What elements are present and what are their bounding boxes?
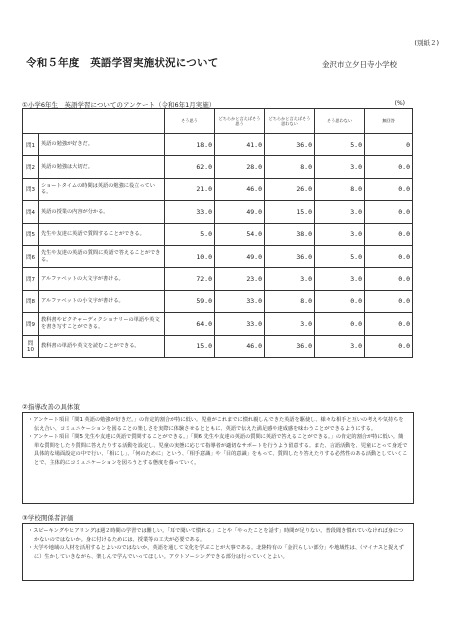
table-row	[23, 335, 413, 357]
value-cell: 8.0	[315, 178, 365, 200]
header-cell: どちらかと言えばそう思う	[215, 109, 265, 134]
value-cell: 0.0	[315, 313, 365, 335]
value-cell: 5.0	[315, 245, 365, 267]
question-number: 問7	[23, 268, 39, 290]
value-cell: 5.0	[165, 223, 215, 245]
survey-table	[22, 108, 413, 358]
table-row	[23, 223, 413, 245]
value-cell: 33.0	[165, 201, 215, 223]
value-cell: 8.0	[265, 290, 315, 312]
value-cell: 0.0	[365, 245, 413, 267]
value-cell: 38.0	[265, 223, 315, 245]
value-cell: 15.0	[265, 201, 315, 223]
value-cell: 62.0	[165, 156, 215, 178]
table-row	[23, 290, 413, 312]
question-text: 英語の勉強が好きだ。	[39, 134, 165, 156]
value-cell: 3.0	[315, 156, 365, 178]
paragraph: ・アンケート項目「問1 英語の勉強が好きだ。」の肯定的割合が特に低い。児童がこれまでに慣れ親しんできた英語を駆使し、様々な相手と互いの考えや気持ちを伝え合い、コミュニケーションを図ることの楽しさを実際に体験させるとともに、英語で伝えた満足感や達成感を味わうことができるようにする。	[28, 417, 404, 432]
table-row	[23, 245, 413, 267]
header-cell: そう思わない	[315, 109, 365, 134]
value-cell: 18.0	[165, 134, 215, 156]
value-cell: 10.0	[165, 245, 215, 267]
value-cell: 8.0	[265, 156, 315, 178]
header-cell: 無回答	[365, 109, 413, 134]
table-row	[23, 313, 413, 335]
value-cell: 0.0	[365, 313, 413, 335]
value-cell: 41.0	[215, 134, 265, 156]
value-cell: 0.0	[365, 178, 413, 200]
value-cell: 0.0	[315, 290, 365, 312]
question-number: 問5	[23, 223, 39, 245]
value-cell: 15.0	[165, 335, 215, 357]
section1-heading: ①小学6年生 英語学習についてのアンケート（令和6年1月実施）	[22, 101, 216, 109]
question-number: 問2	[23, 156, 39, 178]
header-cell	[23, 109, 165, 134]
improvement-measures-box	[22, 412, 414, 504]
table-row	[23, 268, 413, 290]
question-text: アルファベットの小文字が書ける。	[39, 290, 165, 312]
table-row	[23, 134, 413, 156]
annex-label: (別紙２)	[414, 39, 439, 47]
value-cell: 3.0	[315, 201, 365, 223]
header-cell: そう思う	[165, 109, 215, 134]
value-cell: 0.0	[365, 201, 413, 223]
question-text: アルファベットの大文字が書ける。	[39, 268, 165, 290]
value-cell: 46.0	[215, 335, 265, 357]
percent-unit: (%)	[394, 100, 405, 107]
paragraph: ・アンケート項目「問5 先生や友達に英語で質問することができる。」「問6 先生や友達の英語の質問に英語で答えることができる。」の肯定的割合が特に低い。簡単な質問をしたり質問に答えたりする活動を設定し、児童の実態に応じて指導者が適切なサポートを行うよう留意する。また、言語活動を、児童にとって身近で具体的な場面設定の中で行い、「相にし」、「何のために」という、「相手意識」や「目的意識」をもって、質問したり答えたりする必然性のある活動としていくことで、主体的にコミュニケーションを図ろうとする態度を養っていく。	[28, 434, 408, 466]
question-number: 問10	[23, 335, 39, 357]
paragraph: ・大学や地域の人材を活用するとよいのではないか。英語を通して文化を学ぶことが大事である。北陸特有の「金沢らしい部分」や地域性は、（マイナスと捉えずに）生かしていきながら、楽しんで学んでいってほしい。アウトソーシングできる部分は行っていくとよい。	[28, 545, 404, 560]
value-cell: 0.0	[365, 223, 413, 245]
question-text: 先生や友達に英語で質問することができる。	[39, 223, 165, 245]
value-cell: 0.0	[365, 268, 413, 290]
value-cell: 3.0	[265, 313, 315, 335]
value-cell: 36.0	[265, 245, 315, 267]
question-number: 問8	[23, 290, 39, 312]
question-text: 教科書の単語や英文を読むことができる。	[39, 335, 165, 357]
table-row	[23, 201, 413, 223]
table-row	[23, 178, 413, 200]
value-cell: 64.0	[165, 313, 215, 335]
value-cell: 33.0	[215, 290, 265, 312]
table-header-row	[23, 109, 413, 134]
table-row	[23, 156, 413, 178]
header-cell: どちらかと言えばそう思わない	[265, 109, 315, 134]
value-cell: 3.0	[315, 335, 365, 357]
value-cell: 3.0	[315, 223, 365, 245]
question-text: 教科書やピクチャーディクショナリーの単語や英文を書き写すことができる。	[39, 313, 165, 335]
value-cell: 5.0	[315, 134, 365, 156]
value-cell: 26.0	[265, 178, 315, 200]
value-cell: 33.0	[215, 313, 265, 335]
question-text: 英語の授業の内容が分かる。	[39, 201, 165, 223]
value-cell: 0	[365, 134, 413, 156]
value-cell: 54.0	[215, 223, 265, 245]
question-number: 問4	[23, 201, 39, 223]
section2-heading: ②指導改善の具体策	[22, 403, 80, 411]
value-cell: 3.0	[265, 268, 315, 290]
school-name: 金沢市立夕日寺小学校	[322, 60, 397, 69]
value-cell: 72.0	[165, 268, 215, 290]
value-cell: 36.0	[265, 335, 315, 357]
value-cell: 59.0	[165, 290, 215, 312]
value-cell: 21.0	[165, 178, 215, 200]
question-text: 先生や友達の英語の質問に英語で答えることができる。	[39, 245, 165, 267]
value-cell: 49.0	[215, 245, 265, 267]
value-cell: 49.0	[215, 201, 265, 223]
value-cell: 36.0	[265, 134, 315, 156]
question-text: ショートタイムの時間は英語の勉強に役立っている。	[39, 178, 165, 200]
section3-heading: ③学校関係者評価	[22, 514, 74, 522]
question-number: 問1	[23, 134, 39, 156]
value-cell: 46.0	[215, 178, 265, 200]
value-cell: 0.0	[365, 290, 413, 312]
value-cell: 3.0	[315, 268, 365, 290]
stakeholder-evaluation-box	[22, 523, 414, 581]
value-cell: 0.0	[365, 156, 413, 178]
value-cell: 23.0	[215, 268, 265, 290]
question-text: 英語の勉強は大切だ。	[39, 156, 165, 178]
page-title: 令和５年度 英語学習実施状況について	[26, 57, 219, 69]
question-number: 問6	[23, 245, 39, 267]
paragraph: ・スピーキングやヒアリングは週２時間の学習では難しい。「耳で聞いて慣れる」ことや「やったことを話す」時間が足りない。普段聞き慣れていなければ身につかないのではないか。身に付けるためには、授業等の工夫が必要である。	[28, 528, 404, 543]
value-cell: 0.0	[365, 335, 413, 357]
value-cell: 28.0	[215, 156, 265, 178]
question-number: 問9	[23, 313, 39, 335]
question-number: 問3	[23, 178, 39, 200]
